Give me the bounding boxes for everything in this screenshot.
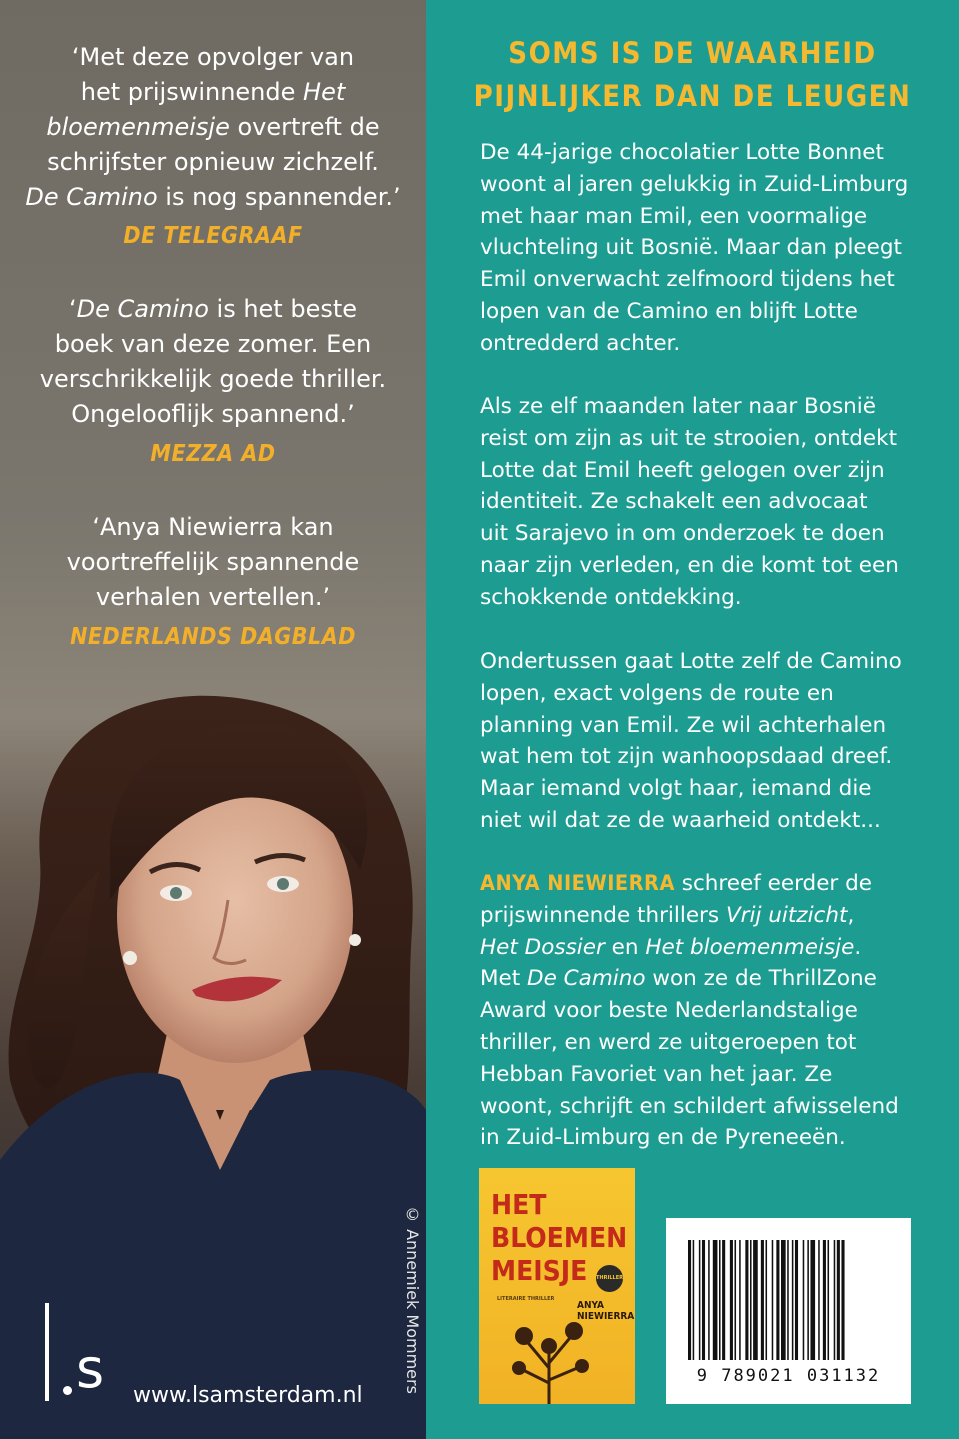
text-line: het prijswinnende Het: [80, 78, 346, 106]
text-line: ‘Anya Niewierra kan: [92, 513, 334, 541]
publisher-logo-bar: [45, 1303, 49, 1401]
barcode-bars: [666, 1218, 911, 1368]
barcode-bar: [807, 1240, 809, 1360]
blurb-paragraph-3: [480, 646, 925, 837]
barcode-bar: [772, 1240, 774, 1360]
barcode: [666, 1218, 911, 1404]
headline-line-2: PIJNLIJKER DAN DE LEUGEN: [473, 79, 912, 113]
barcode-bar: [730, 1240, 733, 1360]
barcode-bar: [693, 1240, 695, 1360]
text-line: Het Dossier en Het bloemenmeisje.: [480, 934, 862, 960]
barcode-bar: [795, 1240, 798, 1360]
text-line: Als ze elf maanden later naar Bosnië: [480, 394, 876, 419]
author-name: ANYA NIEWIERRA: [480, 871, 675, 896]
text-line: planning van Emil. Ze wil achterhalen: [480, 712, 887, 738]
text-line: prijswinnende thrillers Vrij uitzicht,: [480, 902, 855, 928]
text-line: De 44-jarige chocolatier Lotte Bonnet: [480, 140, 884, 165]
barcode-bar: [828, 1240, 830, 1360]
text-line: bloemenmeisje overtreft de: [46, 113, 380, 141]
quote-3-source: NEDERLANDS DAGBLAD: [70, 624, 356, 650]
barcode-bar: [818, 1240, 820, 1360]
text-line: verhalen vertellen.’: [95, 583, 331, 611]
text-line: uit Sarajevo in om onderzoek te doen: [480, 521, 885, 547]
left-panel: [0, 0, 426, 1439]
barcode-bar: [688, 1240, 691, 1360]
book-cover-het-bloemenmeisje: [479, 1168, 635, 1404]
text-line: thriller, en werd ze uitgeroepen tot: [480, 1029, 857, 1055]
barcode-bar: [841, 1240, 844, 1360]
barcode-bar: [766, 1240, 768, 1360]
text-line: Ongelooflijk spannend.’: [71, 400, 355, 428]
barcode-bar: [708, 1240, 710, 1360]
text-line: boek van deze zomer. Een: [54, 330, 372, 358]
barcode-bar: [722, 1240, 725, 1360]
quote-3: [0, 510, 426, 615]
photo-credit: © Annemiek Mommers: [403, 1205, 422, 1394]
text-line: met haar man Emil, een voormalige: [480, 203, 868, 229]
text-line: De Camino is nog spannender.’: [25, 183, 401, 211]
text-line: niet wil dat ze de waarheid ontdekt...: [480, 807, 881, 833]
barcode-bar: [745, 1240, 748, 1360]
text-line: wat hem tot zijn wanhoopsdaad dreef.: [480, 744, 893, 770]
quote-1-source: DE TELEGRAAF: [123, 223, 303, 249]
barcode-bar: [761, 1240, 764, 1360]
blurb-paragraph-1: [480, 137, 925, 360]
book-cover-title: HET BLOEMEN MEISJE: [491, 1188, 628, 1287]
barcode-bar: [713, 1240, 718, 1360]
barcode-bar: [803, 1240, 805, 1360]
blurb-paragraph-2: [480, 391, 925, 614]
publisher-logo-dot: [63, 1386, 72, 1395]
text-line: Met De Camino won ze de ThrillZone: [480, 966, 877, 992]
text-line: schokkende ontdekking.: [480, 584, 742, 610]
text-line: ‘Met deze opvolger van: [71, 43, 355, 71]
text-line: Lotte dat Emil heeft gelogen over zijn: [480, 457, 885, 483]
barcode-bar: [834, 1240, 836, 1360]
publisher-logo-letter: s: [76, 1337, 105, 1400]
text-line: woont al jaren gelukkig in Zuid-Limburg: [480, 171, 909, 197]
barcode-bar: [719, 1240, 721, 1360]
barcode-bar: [753, 1240, 758, 1360]
text-line: voortreffelijk spannende: [66, 548, 360, 576]
text-line: lopen, exact volgens de route en: [480, 680, 834, 706]
barcode-bar: [787, 1240, 789, 1360]
text-line: Award voor beste Nederlandstalige: [480, 998, 858, 1024]
author-bio: [480, 868, 925, 1154]
text-line: lopen van de Camino en blijft Lotte: [480, 298, 858, 324]
text-line: reist om zijn as uit te strooien, ontdekt: [480, 425, 897, 451]
text-line: Ondertussen gaat Lotte zelf de Camino: [480, 649, 902, 674]
barcode-number: 9 789021 031132: [696, 1366, 881, 1386]
text-line: ontredderd achter.: [480, 330, 681, 356]
book-cover-author: ANYA NIEWIERRA: [577, 1300, 635, 1322]
author-portrait: [0, 640, 426, 1439]
quote-1: [0, 40, 426, 215]
quote-2: [0, 292, 426, 432]
text-line: ANYA NIEWIERRA schreef eerder de: [480, 871, 872, 896]
barcode-bar: [776, 1240, 779, 1360]
barcode-bar: [792, 1240, 794, 1360]
headline-line-1: SOMS IS DE WAARHEID: [508, 36, 877, 70]
barcode-bar: [781, 1240, 786, 1360]
text-line: schrijfster opnieuw zichzelf.: [47, 148, 379, 176]
barcode-bar: [837, 1240, 840, 1360]
quote-2-source: MEZZA AD: [150, 441, 276, 467]
text-line: naar zijn verleden, en die komt tot een: [480, 552, 899, 578]
book-cover-plant-illustration: [504, 1308, 594, 1404]
text-line: woont, schrijft en schildert afwisselend: [480, 1093, 899, 1119]
text-line: Emil onverwacht zelfmoord tijdens het: [480, 267, 895, 293]
text-line: verschrikkelijk goede thriller.: [39, 365, 387, 393]
text-line: identiteit. Ze schakelt een advocaat: [480, 489, 868, 515]
barcode-bar: [735, 1240, 737, 1360]
barcode-bar: [750, 1240, 752, 1360]
text-line: Maar iemand volgt haar, iemand die: [480, 776, 872, 802]
barcode-bar: [823, 1240, 826, 1360]
text-line: in Zuid-Limburg en de Pyreneeën.: [480, 1125, 846, 1151]
barcode-bar: [699, 1240, 701, 1360]
text-line: vluchteling uit Bosnië. Maar dan pleegt: [480, 235, 902, 261]
barcode-bar: [810, 1240, 815, 1360]
publisher-website[interactable]: www.lsamsterdam.nl: [133, 1383, 363, 1408]
book-cover-subtitle: LITERAIRE THRILLER: [497, 1296, 555, 1302]
text-line: ‘De Camino is het beste: [68, 295, 358, 323]
book-cover-badge: THRILLER: [596, 1265, 623, 1292]
barcode-bar: [702, 1240, 705, 1360]
text-line: Hebban Favoriet van het jaar. Ze: [480, 1061, 833, 1087]
barcode-bar: [739, 1240, 741, 1360]
